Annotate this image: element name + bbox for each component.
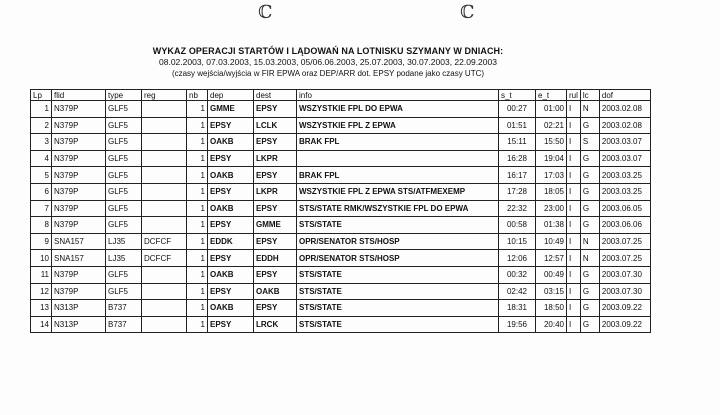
cell-type: GLF5 <box>106 183 142 200</box>
column-header-Lp: Lp <box>31 90 52 101</box>
table-header-row <box>31 90 651 101</box>
cell-nb: 1 <box>187 316 208 333</box>
cell-dest: EPSY <box>254 300 297 317</box>
table-row <box>31 117 651 134</box>
cell-nb: 1 <box>187 200 208 217</box>
cell-info: STS/STATE <box>297 266 499 283</box>
cell-type: B737 <box>106 300 142 317</box>
column-header-type: type <box>106 90 142 101</box>
cell-rul: I <box>567 167 581 184</box>
cell-flid: N313P <box>52 300 106 317</box>
cell-e-t: 17:03 <box>536 167 567 184</box>
cell-type: GLF5 <box>106 150 142 167</box>
cell-e-t: 19:04 <box>536 150 567 167</box>
cell-reg <box>142 167 187 184</box>
cell-Lp: 5 <box>31 167 52 184</box>
cell-info: BRAK FPL <box>297 134 499 151</box>
cell-flid: N379P <box>52 101 106 118</box>
column-header-nb: nb <box>187 90 208 101</box>
cell-type: LJ35 <box>106 233 142 250</box>
cell-e-t: 18:05 <box>536 183 567 200</box>
cell-e-t: 15:50 <box>536 134 567 151</box>
cell-s-t: 12:06 <box>499 250 536 267</box>
cell-rul: I <box>567 217 581 234</box>
cell-s-t: 00:58 <box>499 217 536 234</box>
cell-dest: EPSY <box>254 101 297 118</box>
cell-dof: 2003.07.30 <box>599 283 650 300</box>
document-note: (czasy wejścia/wyjścia w FIR EPWA oraz DEP/ARR dot. EPSY podane jako czasy UTC) <box>171 69 485 78</box>
cell-info <box>297 150 499 167</box>
cell-reg <box>142 217 187 234</box>
cell-Lp: 3 <box>31 134 52 151</box>
cell-lc: G <box>580 150 599 167</box>
cell-dof: 2003.03.07 <box>599 150 650 167</box>
cell-dest: LCLK <box>254 117 297 134</box>
cell-dep: GMME <box>208 101 254 118</box>
cell-lc: G <box>580 217 599 234</box>
cell-dest: EPSY <box>254 167 297 184</box>
cell-type: GLF5 <box>106 283 142 300</box>
table-row <box>31 316 651 333</box>
table-row <box>31 217 651 234</box>
cell-type: GLF5 <box>106 217 142 234</box>
cell-dof: 2003.09.22 <box>599 300 650 317</box>
cell-flid: N379P <box>52 217 106 234</box>
column-header-dep: dep <box>208 90 254 101</box>
cell-nb: 1 <box>187 167 208 184</box>
cell-dep: EPSY <box>208 183 254 200</box>
cell-rul: I <box>567 101 581 118</box>
table-row <box>31 200 651 217</box>
table-row <box>31 300 651 317</box>
cell-flid: N379P <box>52 283 106 300</box>
cell-dest: EPSY <box>254 233 297 250</box>
cell-e-t: 20:40 <box>536 316 567 333</box>
cell-reg <box>142 316 187 333</box>
cell-dest: GMME <box>254 217 297 234</box>
table-row <box>31 183 651 200</box>
cell-nb: 1 <box>187 134 208 151</box>
cell-s-t: 10:15 <box>499 233 536 250</box>
cell-lc: G <box>580 316 599 333</box>
cell-nb: 1 <box>187 150 208 167</box>
cell-nb: 1 <box>187 300 208 317</box>
cell-rul: I <box>567 233 581 250</box>
document-dates: 08.02.2003, 07.03.2003, 15.03.2003, 05/06.06.2003, 25.07.2003, 30.07.2003, 22.09.2003 <box>159 57 497 67</box>
cell-info: STS/STATE <box>297 300 499 317</box>
cell-lc: N <box>580 233 599 250</box>
table-row <box>31 250 651 267</box>
cell-dep: EPSY <box>208 150 254 167</box>
cell-nb: 1 <box>187 117 208 134</box>
cell-s-t: 16:17 <box>499 167 536 184</box>
cell-s-t: 22:32 <box>499 200 536 217</box>
cell-Lp: 2 <box>31 117 52 134</box>
cell-Lp: 4 <box>31 150 52 167</box>
cell-Lp: 7 <box>31 200 52 217</box>
cell-type: GLF5 <box>106 117 142 134</box>
cell-rul: I <box>567 200 581 217</box>
cell-lc: S <box>580 134 599 151</box>
cell-reg <box>142 150 187 167</box>
cell-reg: DCFCF <box>142 250 187 267</box>
cell-lc: G <box>580 200 599 217</box>
cell-type: GLF5 <box>106 134 142 151</box>
table-row <box>31 101 651 118</box>
cell-s-t: 19:56 <box>499 316 536 333</box>
cell-Lp: 9 <box>31 233 52 250</box>
cell-lc: G <box>580 300 599 317</box>
cell-Lp: 11 <box>31 266 52 283</box>
cell-nb: 1 <box>187 217 208 234</box>
cell-dest: LRCK <box>254 316 297 333</box>
cell-lc: G <box>580 283 599 300</box>
cell-reg: DCFCF <box>142 233 187 250</box>
cell-flid: N379P <box>52 167 106 184</box>
cell-reg <box>142 300 187 317</box>
column-header-reg: reg <box>142 90 187 101</box>
cell-dof: 2003.09.22 <box>599 316 650 333</box>
cell-flid: N379P <box>52 266 106 283</box>
cell-reg <box>142 200 187 217</box>
cell-e-t: 01:00 <box>536 101 567 118</box>
table-row <box>31 167 651 184</box>
cell-lc: G <box>580 266 599 283</box>
cell-rul: I <box>567 316 581 333</box>
cell-s-t: 15:11 <box>499 134 536 151</box>
column-header-info: info <box>297 90 499 101</box>
cell-type: GLF5 <box>106 266 142 283</box>
scan-binder-mark-left: ℂ <box>258 2 273 23</box>
cell-reg <box>142 266 187 283</box>
cell-s-t: 02:42 <box>499 283 536 300</box>
cell-rul: I <box>567 117 581 134</box>
cell-info: OPR/SENATOR STS/HOSP <box>297 233 499 250</box>
cell-dest: EPSY <box>254 266 297 283</box>
cell-dest: EPSY <box>254 200 297 217</box>
table-row <box>31 283 651 300</box>
cell-flid: N379P <box>52 150 106 167</box>
table-row <box>31 150 651 167</box>
table-row <box>31 233 651 250</box>
cell-dep: EPSY <box>208 316 254 333</box>
cell-e-t: 18:50 <box>536 300 567 317</box>
cell-s-t: 01:51 <box>499 117 536 134</box>
scan-binder-mark-right: ℂ <box>460 2 475 23</box>
cell-type: LJ35 <box>106 250 142 267</box>
column-header-s-t: s_t <box>499 90 536 101</box>
cell-dest: EDDH <box>254 250 297 267</box>
cell-rul: I <box>567 283 581 300</box>
cell-rul: I <box>567 183 581 200</box>
cell-e-t: 10:49 <box>536 233 567 250</box>
cell-type: B737 <box>106 316 142 333</box>
cell-info: WSZYSTKIE FPL Z EPWA <box>297 117 499 134</box>
cell-nb: 1 <box>187 233 208 250</box>
cell-e-t: 12:57 <box>536 250 567 267</box>
cell-info: WSZYSTKIE FPL Z EPWA STS/ATFMEXEMP <box>297 183 499 200</box>
cell-reg <box>142 283 187 300</box>
column-header-dest: dest <box>254 90 297 101</box>
cell-e-t: 02:21 <box>536 117 567 134</box>
cell-lc: G <box>580 167 599 184</box>
cell-dep: OAKB <box>208 134 254 151</box>
cell-reg <box>142 117 187 134</box>
cell-rul: I <box>567 250 581 267</box>
cell-dest: LKPR <box>254 150 297 167</box>
cell-info: OPR/SENATOR STS/HOSP <box>297 250 499 267</box>
cell-s-t: 18:31 <box>499 300 536 317</box>
cell-dep: EPSY <box>208 283 254 300</box>
cell-flid: N379P <box>52 183 106 200</box>
cell-s-t: 17:28 <box>499 183 536 200</box>
cell-s-t: 16:28 <box>499 150 536 167</box>
cell-rul: I <box>567 134 581 151</box>
cell-dof: 2003.03.07 <box>599 134 650 151</box>
cell-lc: N <box>580 250 599 267</box>
cell-dep: EPSY <box>208 250 254 267</box>
cell-nb: 1 <box>187 266 208 283</box>
cell-type: GLF5 <box>106 101 142 118</box>
cell-lc: G <box>580 117 599 134</box>
cell-dof: 2003.06.06 <box>599 217 650 234</box>
cell-dep: EPSY <box>208 217 254 234</box>
column-header-e-t: e_t <box>536 90 567 101</box>
cell-flid: N379P <box>52 200 106 217</box>
cell-reg <box>142 183 187 200</box>
cell-dep: OAKB <box>208 266 254 283</box>
cell-dep: OAKB <box>208 167 254 184</box>
cell-Lp: 13 <box>31 300 52 317</box>
cell-dep: OAKB <box>208 200 254 217</box>
cell-dest: OAKB <box>254 283 297 300</box>
cell-dep: EPSY <box>208 117 254 134</box>
cell-nb: 1 <box>187 283 208 300</box>
cell-dest: EPSY <box>254 134 297 151</box>
cell-Lp: 14 <box>31 316 52 333</box>
cell-type: GLF5 <box>106 200 142 217</box>
cell-reg <box>142 101 187 118</box>
cell-nb: 1 <box>187 250 208 267</box>
cell-reg <box>142 134 187 151</box>
cell-dof: 2003.07.25 <box>599 250 650 267</box>
cell-info: WSZYSTKIE FPL DO EPWA <box>297 101 499 118</box>
cell-info: STS/STATE RMK/WSZYSTKIE FPL DO EPWA <box>297 200 499 217</box>
cell-e-t: 00:49 <box>536 266 567 283</box>
cell-dep: OAKB <box>208 300 254 317</box>
cell-info: BRAK FPL <box>297 167 499 184</box>
cell-rul: I <box>567 300 581 317</box>
cell-info: STS/STATE <box>297 283 499 300</box>
cell-dest: LKPR <box>254 183 297 200</box>
cell-dof: 2003.06.05 <box>599 200 650 217</box>
document-header <box>118 46 538 79</box>
cell-Lp: 10 <box>31 250 52 267</box>
cell-info: STS/STATE <box>297 217 499 234</box>
cell-type: GLF5 <box>106 167 142 184</box>
cell-rul: I <box>567 266 581 283</box>
cell-s-t: 00:27 <box>499 101 536 118</box>
cell-Lp: 1 <box>31 101 52 118</box>
cell-flid: N379P <box>52 134 106 151</box>
cell-Lp: 8 <box>31 217 52 234</box>
cell-dof: 2003.02.08 <box>599 101 650 118</box>
document-title: WYKAZ OPERACJI STARTÓW I LĄDOWAŃ NA LOTNISKU SZYMANY W DNIACH: <box>152 46 504 56</box>
cell-flid: N313P <box>52 316 106 333</box>
column-header-dof: dof <box>599 90 650 101</box>
cell-flid: SNA157 <box>52 250 106 267</box>
cell-Lp: 6 <box>31 183 52 200</box>
cell-flid: N379P <box>52 117 106 134</box>
cell-dof: 2003.07.30 <box>599 266 650 283</box>
cell-info: STS/STATE <box>297 316 499 333</box>
cell-e-t: 03:15 <box>536 283 567 300</box>
cell-dof: 2003.03.25 <box>599 167 650 184</box>
cell-dep: EDDK <box>208 233 254 250</box>
column-header-lc: lc <box>580 90 599 101</box>
cell-e-t: 01:38 <box>536 217 567 234</box>
column-header-flid: flid <box>52 90 106 101</box>
cell-e-t: 23:00 <box>536 200 567 217</box>
cell-Lp: 12 <box>31 283 52 300</box>
cell-rul: I <box>567 150 581 167</box>
cell-nb: 1 <box>187 101 208 118</box>
cell-dof: 2003.02.08 <box>599 117 650 134</box>
cell-lc: G <box>580 183 599 200</box>
cell-lc: N <box>580 101 599 118</box>
cell-nb: 1 <box>187 183 208 200</box>
cell-dof: 2003.03.25 <box>599 183 650 200</box>
cell-dof: 2003.07.25 <box>599 233 650 250</box>
cell-s-t: 00:32 <box>499 266 536 283</box>
table-row <box>31 266 651 283</box>
table-row <box>31 134 651 151</box>
column-header-rul: rul <box>567 90 581 101</box>
cell-flid: SNA157 <box>52 233 106 250</box>
operations-table <box>30 89 651 333</box>
